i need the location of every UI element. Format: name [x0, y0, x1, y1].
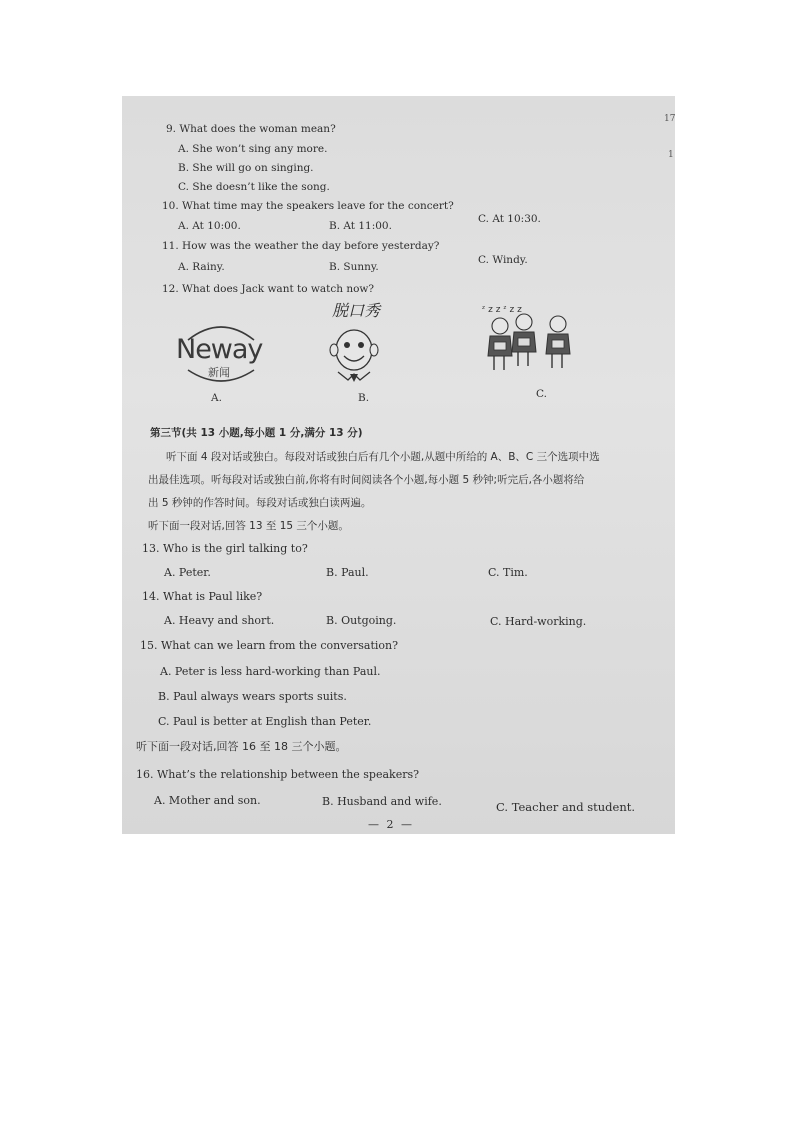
- q9-option-c: C. She doesn’t like the song.: [178, 181, 330, 193]
- q12-option-a: A.: [211, 392, 222, 404]
- talk-show-title: 脱口秀: [332, 301, 381, 320]
- q14-option-c: C. Hard-working.: [490, 615, 587, 628]
- q9-question: 9. What does the woman mean?: [166, 123, 336, 135]
- q14-question: 14. What is Paul like?: [142, 590, 263, 603]
- neway-news-logo: [174, 318, 268, 384]
- edge-mark: 17: [664, 114, 675, 124]
- page-number: — 2 —: [368, 818, 414, 831]
- q13-question: 13. Who is the girl talking to?: [142, 542, 308, 555]
- q12-option-b: B.: [358, 392, 370, 404]
- q13-option-a: A. Peter.: [164, 566, 211, 579]
- q9-option-b: B. She will go on singing.: [178, 162, 314, 174]
- q11-option-a: A. Rainy.: [178, 261, 225, 273]
- q16-option-a: A. Mother and son.: [154, 794, 261, 807]
- q14-option-b: B. Outgoing.: [326, 614, 397, 627]
- listening-prompt-16-18: 听下面一段对话,回答 16 至 18 三个小题。: [136, 740, 347, 753]
- q12-option-c: C.: [536, 388, 547, 400]
- q14-option-a: A. Heavy and short.: [164, 614, 275, 627]
- edge-mark: 1: [668, 150, 674, 160]
- section3-heading: 第三节(共 13 小题,每小题 1 分,满分 13 分): [150, 427, 363, 439]
- q10-option-a: A. At 10:00.: [178, 220, 241, 232]
- q11-question: 11. How was the weather the day before yesterday?: [162, 240, 440, 252]
- q9-option-a: A. She won’t sing any more.: [178, 143, 328, 155]
- logo-text: Neway: [176, 334, 263, 365]
- q16-option-c: C. Teacher and student.: [496, 800, 636, 814]
- q10-option-c: C. At 10:30.: [478, 213, 541, 225]
- q15-option-b: B. Paul always wears sports suits.: [158, 690, 347, 703]
- q15-question: 15. What can we learn from the conversation?: [140, 639, 398, 652]
- svg-text:ᶻ z z ᶻ z z: ᶻ z z ᶻ z z: [482, 305, 522, 315]
- q15-option-a: A. Peter is less hard-working than Paul.: [160, 665, 381, 678]
- exam-page-photo: [122, 96, 675, 834]
- q10-question: 10. What time may the speakers leave for the concert?: [162, 200, 454, 212]
- section3-instructions-line3: 出 5 秒钟的作答时间。每段对话或独白读两遍。: [148, 497, 372, 509]
- section3-instructions-line1: 听下面 4 段对话或独白。每段对话或独白后有几个小题,从题中所给的 A、B、C 三个选项中选: [166, 451, 600, 463]
- logo-chinese-text: 新闻: [208, 366, 230, 379]
- sleeping-girls-icon: [480, 294, 580, 376]
- q13-option-c: C. Tim.: [488, 566, 528, 579]
- talk-show-host-icon: [326, 324, 382, 386]
- q15-option-c: C. Paul is better at English than Peter.: [158, 715, 372, 728]
- q16-question: 16. What’s the relationship between the speakers?: [136, 768, 420, 781]
- listening-prompt-13-15: 听下面一段对话,回答 13 至 15 三个小题。: [148, 520, 349, 532]
- section3-instructions-line2: 出最佳选项。听每段对话或独白前,你将有时间阅读各个小题,每小题 5 秒钟;听完后,各小题将给: [148, 474, 585, 486]
- q16-option-b: B. Husband and wife.: [322, 795, 442, 808]
- q13-option-b: B. Paul.: [326, 566, 369, 579]
- q12-question: 12. What does Jack want to watch now?: [162, 283, 375, 295]
- q11-option-b: B. Sunny.: [329, 261, 379, 273]
- q10-option-b: B. At 11:00.: [329, 220, 392, 232]
- q11-option-c: C. Windy.: [478, 254, 528, 266]
